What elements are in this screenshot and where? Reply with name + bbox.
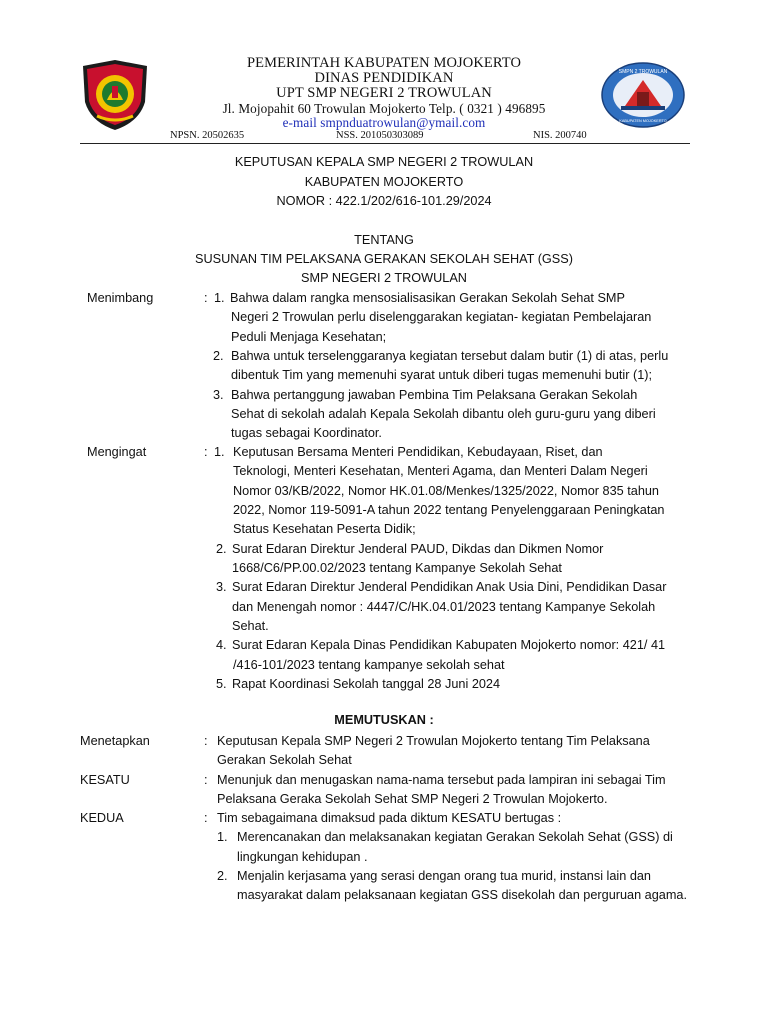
letterhead-email: e-mail smpnduatrowulan@ymail.com <box>282 115 486 130</box>
letterhead-government: PEMERINTAH KABUPATEN MOJOKERTO <box>246 55 522 71</box>
tentang-heading: TENTANG <box>354 233 414 247</box>
menetapkan-line: Gerakan Sekolah Sehat <box>217 753 352 767</box>
mengingat-num: 3. <box>216 580 227 594</box>
npsn-text: NPSN. 20502635 <box>170 130 245 141</box>
mengingat-line: Sehat. <box>232 619 269 633</box>
menetapkan-label: Menetapkan <box>80 734 150 748</box>
mengingat-line: Nomor 03/KB/2022, Nomor HK.01.08/Menkes/1325/2022, Nomor 835 tahun <box>233 484 659 498</box>
mengingat-line: Rapat Koordinasi Sekolah tanggal 28 Juni 2024 <box>232 677 501 691</box>
mengingat-line: 2022, Nomor 119-5091-A tahun 2022 tentang Penyelenggaraan Peningkatan <box>233 503 665 517</box>
mengingat-num: 2. <box>216 542 227 556</box>
kesatu-line: Pelaksana Geraka Sekolah Sehat SMP Negeri 2 Trowulan Mojokerto. <box>217 792 608 806</box>
menetapkan-colon: : <box>204 734 208 748</box>
menimbang-label: Menimbang <box>87 291 154 305</box>
menimbang-line: Bahwa untuk terselenggaranya kegiatan tersebut dalam butir (1) di atas, perlu <box>231 349 669 363</box>
menimbang-line: dibentuk Tim yang memenuhi syarat untuk diberi tugas memenuhi butir (1); <box>231 368 653 382</box>
mengingat-line: 1668/C6/PP.00.02/2023 tentang Kampanye Sekolah Sehat <box>232 561 562 575</box>
nss-text: NSS. 201050303089 <box>336 130 424 141</box>
menetapkan-line: Keputusan Kepala SMP Negeri 2 Trowulan Mojokerto tentang Tim Pelaksana <box>217 734 650 748</box>
mengingat-line: dan Menengah nomor : 4447/C/HK.04.01/2023 tentang Kampanye Sekolah <box>232 600 656 614</box>
menimbang-line: Peduli Menjaga Kesehatan; <box>231 330 387 344</box>
menimbang-line: Sehat di sekolah adalah Kepala Sekolah dibantu oleh guru-guru yang diberi <box>231 407 656 421</box>
kesatu-colon: : <box>204 773 208 787</box>
kedua-line: lingkungan kehidupan . <box>237 850 368 864</box>
mengingat-line: Surat Edaran Direktur Jenderal Pendidikan Anak Usia Dini, Pendidikan Dasar <box>232 580 667 594</box>
decree-subject-school: SMP NEGERI 2 TROWULAN <box>301 271 467 285</box>
mengingat-line: Teknologi, Menteri Kesehatan, Menteri Agama, dan Menteri Dalam Negeri <box>233 464 648 478</box>
kedua-label: KEDUA <box>80 811 124 825</box>
menimbang-line: tugas sebagai Koordinator. <box>231 426 382 440</box>
mengingat-line: Keputusan Bersama Menteri Pendidikan, Kebudayaan, Riset, dan <box>233 445 603 459</box>
letterhead-department: DINAS PENDIDIKAN <box>314 70 454 86</box>
menimbang-colon: : <box>204 291 208 305</box>
kedua-colon: : <box>204 811 208 825</box>
mengingat-line: Status Kesehatan Peserta Didik; <box>233 522 416 536</box>
memutuskan-heading: MEMUTUSKAN : <box>334 713 434 727</box>
mengingat-num: 4. <box>216 638 227 652</box>
kesatu-line: Menunjuk dan menugaskan nama-nama tersebut pada lampiran ini sebagai Tim <box>217 773 666 787</box>
menimbang-line: Negeri 2 Trowulan perlu diselenggarakan kegiatan- kegiatan Pembelajaran <box>231 310 652 324</box>
mengingat-label: Mengingat <box>87 445 147 459</box>
kedua-line: masyarakat dalam pelaksanaan kegiatan GSS disekolah dan perguruan agama. <box>237 888 687 902</box>
decree-subject: SUSUNAN TIM PELAKSANA GERAKAN SEKOLAH SEHAT (GSS) <box>195 252 573 266</box>
mengingat-colon: : <box>204 445 208 459</box>
kedua-line: Menjalin kerjasama yang serasi dengan orang tua murid, instansi lain dan <box>237 869 651 883</box>
menimbang-num: 1. <box>214 291 225 305</box>
mengingat-line: Surat Edaran Kepala Dinas Pendidikan Kabupaten Mojokerto nomor: 421/ 41 <box>232 638 666 652</box>
menimbang-num: 2. <box>213 349 224 363</box>
svg-text:KABUPATEN MOJOKERTO: KABUPATEN MOJOKERTO <box>619 119 667 123</box>
kabupaten-mojokerto-logo <box>79 58 151 132</box>
decree-region: KABUPATEN MOJOKERTO <box>304 175 464 189</box>
mengingat-line: /416-101/2023 tentang kampanye sekolah sehat <box>233 658 505 672</box>
kedua-num: 1. <box>217 830 228 844</box>
menimbang-line: Bahwa dalam rangka mensosialisasikan Gerakan Sekolah Sehat SMP <box>230 291 625 305</box>
decree-number: NOMOR : 422.1/202/616-101.29/2024 <box>276 194 492 208</box>
menimbang-line: Bahwa pertanggung jawaban Pembina Tim Pelaksana Gerakan Sekolah <box>231 388 638 402</box>
menimbang-num: 3. <box>213 388 224 402</box>
decree-title: KEPUTUSAN KEPALA SMP NEGERI 2 TROWULAN <box>234 155 534 169</box>
kedua-num: 2. <box>217 869 228 883</box>
letterhead-divider <box>80 143 690 144</box>
nis-text: NIS. 200740 <box>533 130 587 141</box>
mengingat-num: 1. <box>214 445 225 459</box>
svg-text:SMPN 2 TROWULAN: SMPN 2 TROWULAN <box>618 69 668 75</box>
kesatu-label: KESATU <box>80 773 130 787</box>
letterhead-address: Jl. Mojopahit 60 Trowulan Mojokerto Telp. ( 0321 ) 496895 <box>222 101 546 116</box>
letterhead-school: UPT SMP NEGERI 2 TROWULAN <box>276 85 492 101</box>
mengingat-num: 5. <box>216 677 227 691</box>
kedua-line: Merencanakan dan melaksanakan kegiatan Gerakan Sekolah Sehat (GSS) di <box>237 830 673 844</box>
mengingat-line: Surat Edaran Direktur Jenderal PAUD, Dikdas dan Dikmen Nomor <box>232 542 604 556</box>
kedua-intro: Tim sebagaimana dimaksud pada diktum KESATU bertugas : <box>217 811 562 825</box>
